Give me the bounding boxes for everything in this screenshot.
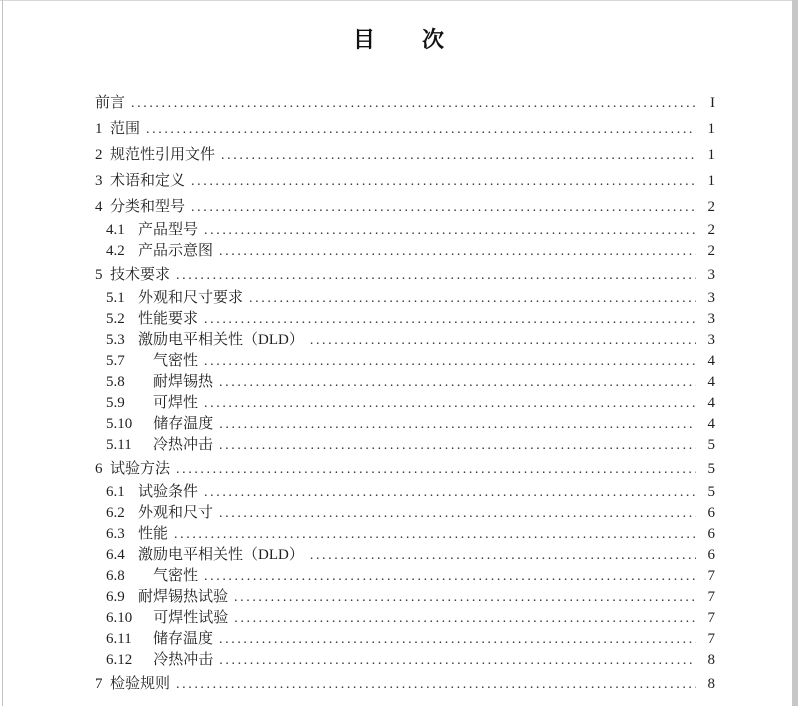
toc-entry — [106, 545, 715, 566]
toc-entry-title: 检验规则 — [110, 675, 171, 692]
toc-page-number: 1 — [707, 146, 715, 163]
toc-leader-dots — [219, 503, 696, 524]
toc-leader-dots — [204, 351, 696, 372]
toc-entry — [95, 197, 715, 218]
toc-entry — [95, 171, 715, 192]
toc-entry-title: 试验方法 — [110, 460, 171, 477]
toc-entry-number: 6.2 — [106, 505, 125, 521]
toc-entry-number: 6.12 — [106, 652, 133, 668]
toc-page-number: 5 — [707, 437, 715, 453]
toc-leader-dots — [219, 650, 696, 671]
toc-entry-number: 5.7 — [106, 353, 125, 369]
toc-entry-number: 6.1 — [106, 484, 125, 500]
toc-page-number: 2 — [707, 198, 715, 215]
toc-entry — [95, 93, 715, 114]
toc-entry-number: 6.10 — [106, 610, 133, 626]
toc-entry-title: 范围 — [110, 120, 141, 137]
toc-page-number: 6 — [707, 505, 715, 521]
toc-leader-dots — [221, 145, 696, 166]
toc-entry-title: 术语和定义 — [110, 172, 186, 189]
toc-page-number: 7 — [707, 568, 715, 584]
toc-entry-title: 规范性引用文件 — [110, 146, 216, 163]
toc-entry — [106, 524, 715, 545]
toc-page-number: 7 — [707, 589, 715, 605]
toc-leader-dots — [131, 93, 696, 114]
toc-leader-dots — [234, 608, 696, 629]
toc-entry-number: 4.1 — [106, 222, 125, 238]
toc-page-number: 3 — [707, 311, 715, 327]
toc-entry — [106, 393, 715, 414]
toc-page-number: 3 — [707, 332, 715, 348]
toc-entry — [106, 482, 715, 503]
toc-leader-dots — [204, 220, 696, 241]
toc-entry-number: 5 — [95, 266, 103, 283]
toc-leader-dots — [204, 482, 696, 503]
toc-entry-title: 耐焊锡热 — [138, 374, 214, 390]
toc-entry-number: 2 — [95, 146, 103, 163]
toc-entry-number: 6.3 — [106, 526, 125, 542]
toc-entry-number: 7 — [95, 675, 103, 692]
toc-entry — [106, 608, 715, 629]
toc-entry-title: 耐焊锡热试验 — [138, 589, 229, 605]
toc-entry-number: 4.2 — [106, 243, 125, 259]
toc-page-number: 7 — [707, 631, 715, 647]
toc-entry-title: 性能 — [138, 526, 169, 542]
toc-entry-number: 6.8 — [106, 568, 125, 584]
toc-entry-title: 激励电平相关性（DLD） — [138, 547, 304, 563]
toc-entry — [106, 587, 715, 608]
toc-entry-title: 外观和尺寸 — [138, 505, 214, 521]
toc-entry — [106, 629, 715, 650]
toc-leader-dots — [219, 435, 696, 456]
toc-page-number: 4 — [707, 374, 715, 390]
toc-entry-number: 5.10 — [106, 416, 133, 432]
toc-entry — [95, 459, 715, 480]
toc-entry-title: 储存温度 — [138, 416, 214, 432]
toc-entry-title: 气密性 — [138, 353, 199, 369]
toc-entry-number: 1 — [95, 120, 103, 137]
toc-page-number: 2 — [707, 222, 715, 238]
toc-entry-number: 6.4 — [106, 547, 125, 563]
toc-page-number: 5 — [707, 484, 715, 500]
toc-leader-dots — [219, 414, 696, 435]
toc-leader-dots — [174, 524, 696, 545]
toc-page-number: 2 — [707, 243, 715, 259]
toc-leader-dots — [249, 288, 696, 309]
toc-entry — [95, 674, 715, 695]
toc-entry-title: 技术要求 — [110, 266, 171, 283]
toc-entry-title: 前言 — [95, 94, 126, 111]
toc-entry-title: 试验条件 — [138, 484, 199, 500]
toc-title: 目 次 — [352, 27, 445, 52]
toc-entry — [106, 330, 715, 351]
toc-leader-dots — [219, 241, 696, 262]
toc-page-number: 5 — [707, 460, 715, 477]
toc-entry — [106, 288, 715, 309]
toc-entry — [106, 351, 715, 372]
toc-entry-number: 5.2 — [106, 311, 125, 327]
toc-entry-title: 可焊性试验 — [138, 610, 229, 626]
toc-entry — [106, 566, 715, 587]
toc-leader-dots — [204, 393, 696, 414]
toc-page-number: 4 — [707, 416, 715, 432]
toc-entry — [106, 372, 715, 393]
toc-entry-number: 4 — [95, 198, 103, 215]
toc-leader-dots — [234, 587, 696, 608]
toc-leader-dots — [191, 171, 696, 192]
toc-page-number: 1 — [707, 120, 715, 137]
toc-entry-number: 5.3 — [106, 332, 125, 348]
toc-page-number: 3 — [707, 290, 715, 306]
toc-leader-dots — [146, 119, 696, 140]
toc-leader-dots — [191, 197, 696, 218]
toc-entry-number: 5.9 — [106, 395, 125, 411]
toc-page-number: 3 — [707, 266, 715, 283]
toc-entry-number: 6 — [95, 460, 103, 477]
toc-entry-title: 激励电平相关性（DLD） — [138, 332, 304, 348]
toc-entry-title: 气密性 — [138, 568, 199, 584]
toc-leader-dots — [204, 309, 696, 330]
toc-entry — [106, 414, 715, 435]
toc-entry — [106, 309, 715, 330]
toc-entry-number: 3 — [95, 172, 103, 189]
toc-entry-title: 冷热冲击 — [138, 437, 214, 453]
toc-leader-dots — [310, 330, 696, 351]
toc-entry — [95, 265, 715, 286]
toc-page-number: 6 — [707, 547, 715, 563]
toc-leader-dots — [219, 629, 696, 650]
toc-entry-title: 分类和型号 — [110, 198, 186, 215]
toc-entry — [106, 435, 715, 456]
toc-entry-number: 6.9 — [106, 589, 125, 605]
toc-leader-dots — [310, 545, 696, 566]
toc-page-number: 8 — [707, 652, 715, 668]
toc-entry-title: 冷热冲击 — [138, 652, 214, 668]
toc-entry-number: 5.8 — [106, 374, 125, 390]
toc-entry-title: 可焊性 — [138, 395, 199, 411]
page-right-border — [792, 0, 798, 706]
toc-page-number: 8 — [707, 675, 715, 692]
toc-entry-title: 储存温度 — [138, 631, 214, 647]
toc-page-number: 4 — [707, 353, 715, 369]
toc-page-number: 1 — [707, 172, 715, 189]
toc-leader-dots — [176, 459, 696, 480]
toc-entry — [95, 119, 715, 140]
toc-entry-title: 产品型号 — [138, 222, 199, 238]
toc-page-number: 4 — [707, 395, 715, 411]
toc-list — [95, 90, 715, 697]
toc-entry — [106, 503, 715, 524]
toc-leader-dots — [176, 674, 696, 695]
toc-entry-title: 外观和尺寸要求 — [138, 290, 244, 306]
toc-leader-dots — [219, 372, 696, 393]
toc-entry-title: 产品示意图 — [138, 243, 214, 259]
page-top-border — [0, 0, 798, 1]
toc-entry-number: 5.1 — [106, 290, 125, 306]
toc-entry-number: 5.11 — [106, 437, 132, 453]
toc-entry-title: 性能要求 — [138, 311, 199, 327]
page-left-border — [2, 0, 3, 706]
toc-leader-dots — [204, 566, 696, 587]
toc-entry — [106, 220, 715, 241]
toc-entry-number: 6.11 — [106, 631, 132, 647]
toc-page-number: 7 — [707, 610, 715, 626]
toc-entry — [106, 650, 715, 671]
toc-page-number: I — [710, 94, 715, 111]
toc-leader-dots — [176, 265, 696, 286]
toc-entry — [106, 241, 715, 262]
toc-page-number: 6 — [707, 526, 715, 542]
toc-entry — [95, 145, 715, 166]
